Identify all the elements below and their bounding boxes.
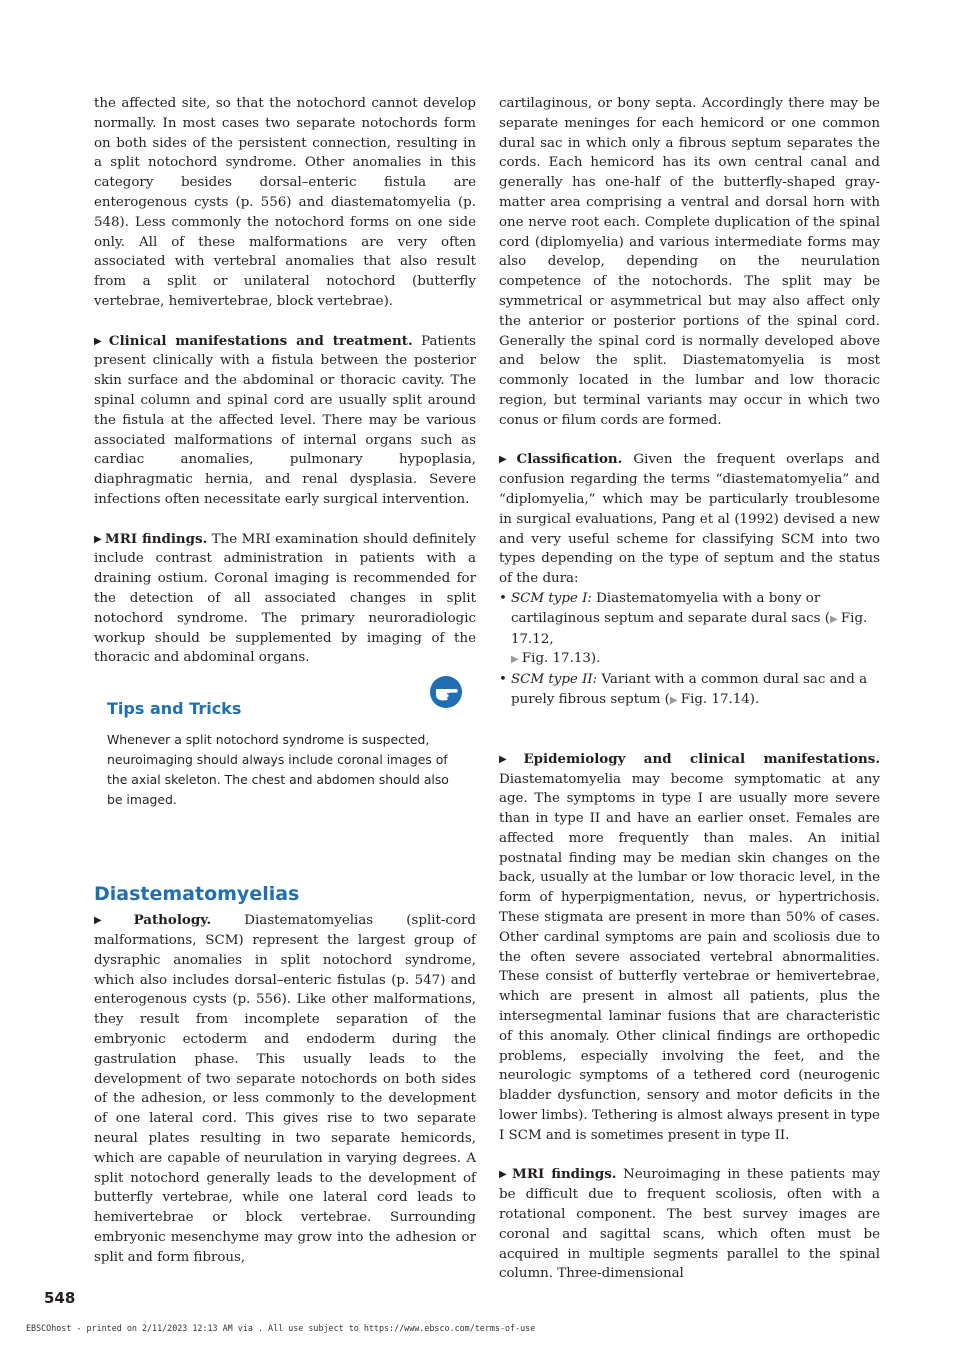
body-paragraph: the affected site, so that the notochord cannot develop normally. In most cases two separate notochords form on both sides of the persistent connection, resulting in a split notochord syndrome. Other anomalies in this category besides dorsal–enteric fistula are enterogenous cysts (p. 556) and diastematomyelia (p. 548). Less commonly the notochord forms on one side only. All of these malformations are very often associated with vertebral anomalies that also result from a split or unilateral notochord (butterfly vertebrae, hemivertebrae, block vertebrae). <box>94 96 476 309</box>
paragraph-text: Diastematomyelia may become symptomatic at any age. The symptoms in type I are usually more severe than in type II and have an earlier onset. Females are affected more frequently than males. An initial postnatal finding may be median skin changes on the back, usually at the lumbar or low thoracic level, in the form of hyperpigmentation, nevus, or hypertrichosis. These stigmata are present in more than 50% of cases. Other cardinal symptoms are pain and scoliosis due to the often severe associated vertebral abnormalities. These consist of butterfly vertebrae or hemivertebrae, which are present in almost all patients, plus the intersegmental laminar fusions that are characteristic of this anomaly. Other clinical findings are orthopedic problems, especially involving the feet, and the neurologic symptoms of a tethered cord (neurogenic bladder dysfunction, sensory and motor deficits in the lower limbs). Tethering is almost always present in type I SCM and is sometimes present in type II. <box>499 771 880 1143</box>
left-column <box>94 94 476 1268</box>
epidemiology-paragraph <box>499 750 880 1146</box>
run-in-heading: Clinical manifestations and treatment. <box>108 332 413 349</box>
triangle-bullet-icon: ▶ <box>94 533 102 545</box>
figure-ref-icon: ▶ <box>669 694 681 706</box>
triangle-bullet-icon: ▶ <box>499 1169 510 1181</box>
list-item-text: Variant with a common dural sac and a purely fibrous septum ( <box>511 672 868 707</box>
triangle-bullet-icon: ▶ <box>94 915 131 927</box>
paragraph-text: Patients present clinically with a fistula between the posterior skin surface and the abdominal or thoracic cavity. The spinal column and spinal cord are usually split around the fistula at the affected level. There may be various associated malformations of internal organs such as cardiac anomalies, pulmonary hypoplasia, diaphragmatic hernia, and renal dysplasia. Severe infections often necessitate early surgical intervention. <box>94 333 476 507</box>
paragraph-text: Neuroimaging in these patients may be difficult due to frequent scoliosis, often with a rotational component. The best survey images are coronal and sagittal scans, which often must be acquired in multiple segments parallel to the spinal column. Three-dimensional <box>499 1167 880 1282</box>
run-in-heading: MRI findings. <box>104 530 208 547</box>
list-item <box>499 589 880 670</box>
triangle-bullet-icon: ▶ <box>499 454 514 466</box>
mri-findings-paragraph <box>499 1165 880 1284</box>
run-in-heading: Classification. <box>516 451 623 468</box>
list-item-label: SCM type II: <box>511 672 598 688</box>
paragraph-text: Diastematomyelias (split-cord malformations, SCM) represent the largest group of dysraphic anomalies in split notochord syndrome, which also includes dorsal–enteric fistulas (p. 547) and enterogenous cysts (p. 556). Like other malformations, they result from incomplete separation of the embryonic ectoderm and endoderm during the gastrulation phase. This usually leads to the development of two separate notochords on both sides of the adhesion, or less commonly to the development of one lateral cord. This gives rise to two separate neural plates resulting in two separate hemicords, which are capable of neurulation in varying degrees. A split notochord generally leads to the development of butterfly vertebrae, while one lateral cord leads to hemivertebrae or block vertebrae. Surrounding embryonic mesenchyme may grow into the adhesion or split and form fibrous, <box>94 913 476 1265</box>
tips-title: Tips and Tricks <box>107 699 242 719</box>
list-item <box>499 670 880 711</box>
figure-ref[interactable]: Fig. 17.14). <box>680 691 760 707</box>
scm-type-list <box>499 589 880 711</box>
footer-note: EBSCOhost - printed on 2/11/2023 12:13 AM via . All use subject to https://www.ebsco.com/terms-of-use <box>26 1323 536 1333</box>
list-item-label: SCM type I: <box>511 590 592 606</box>
run-in-heading: MRI findings. <box>512 1166 617 1183</box>
paragraph-text: Given the frequent overlaps and confusion regarding the terms “diastematomyelia” and “diplomyelia,” which may be particularly troublesome in surgical evaluations, Pang et al (1992) devised a new and very useful scheme for classifying SCM into two types depending on the type of septum and the status of the dura: <box>499 452 880 587</box>
mri-paragraph <box>94 530 476 669</box>
clinical-paragraph <box>94 332 476 510</box>
run-in-heading: Epidemiology and clinical manifestations. <box>523 750 880 767</box>
page-number: 548 <box>44 1289 76 1307</box>
figure-ref[interactable]: Fig. 17.13). <box>521 651 601 667</box>
tips-text: Whenever a split notochord syndrome is suspected, neuroimaging should always include coronal images of the axial skeleton. The chest and abdomen should also be imaged. <box>107 732 449 807</box>
section-title: Diastematomyelias <box>94 883 300 906</box>
list-item-text: Diastematomyelia with a bony or cartilaginous septum and separate dural sacs ( <box>511 590 830 626</box>
paragraph-text: The MRI examination should definitely include contrast administration in patients with a draining ostium. Coronal imaging is recommended for the detection of all associated changes in split notochord syndrome. The primary neuroradiologic workup should be supplemented by imaging of the thoracic and abdominal organs. <box>94 531 476 666</box>
pathology-paragraph <box>94 911 476 1267</box>
triangle-bullet-icon: ▶ <box>499 753 521 765</box>
figure-ref[interactable]: Fig. 17.12, <box>511 610 868 647</box>
figure-ref-icon: ▶ <box>830 613 841 625</box>
classification-paragraph <box>499 450 880 589</box>
pointing-hand-icon <box>430 676 462 708</box>
tips-box <box>94 690 476 809</box>
figure-ref-icon: ▶ <box>511 654 522 666</box>
body-paragraph: cartilaginous, or bony septa. Accordingly there may be separate meninges for each hemicord or one common dural sac in which only a fibrous septum separates the cords. Each hemicord has its own central canal and generally has one-half of the butterfly-shaped gray-matter area comprising a ventral and dorsal horn with one nerve root each. Complete duplication of the spinal cord (diplomyelia) and various intermediate forms may also develop, depending on the neurulation competence of the notochords. The split may be symmetrical or asymmetrical but may also affect only the anterior or posterior portions of the spinal cord. Generally the spinal cord is normally developed above and below the split. Diastematomyelia is most commonly located in the lumbar and low thoracic region, but terminal variants may occur in which two conus or filum cords are formed. <box>499 96 880 428</box>
triangle-bullet-icon: ▶ <box>94 335 106 347</box>
run-in-heading: Pathology. <box>133 912 212 929</box>
right-column <box>499 94 880 1284</box>
